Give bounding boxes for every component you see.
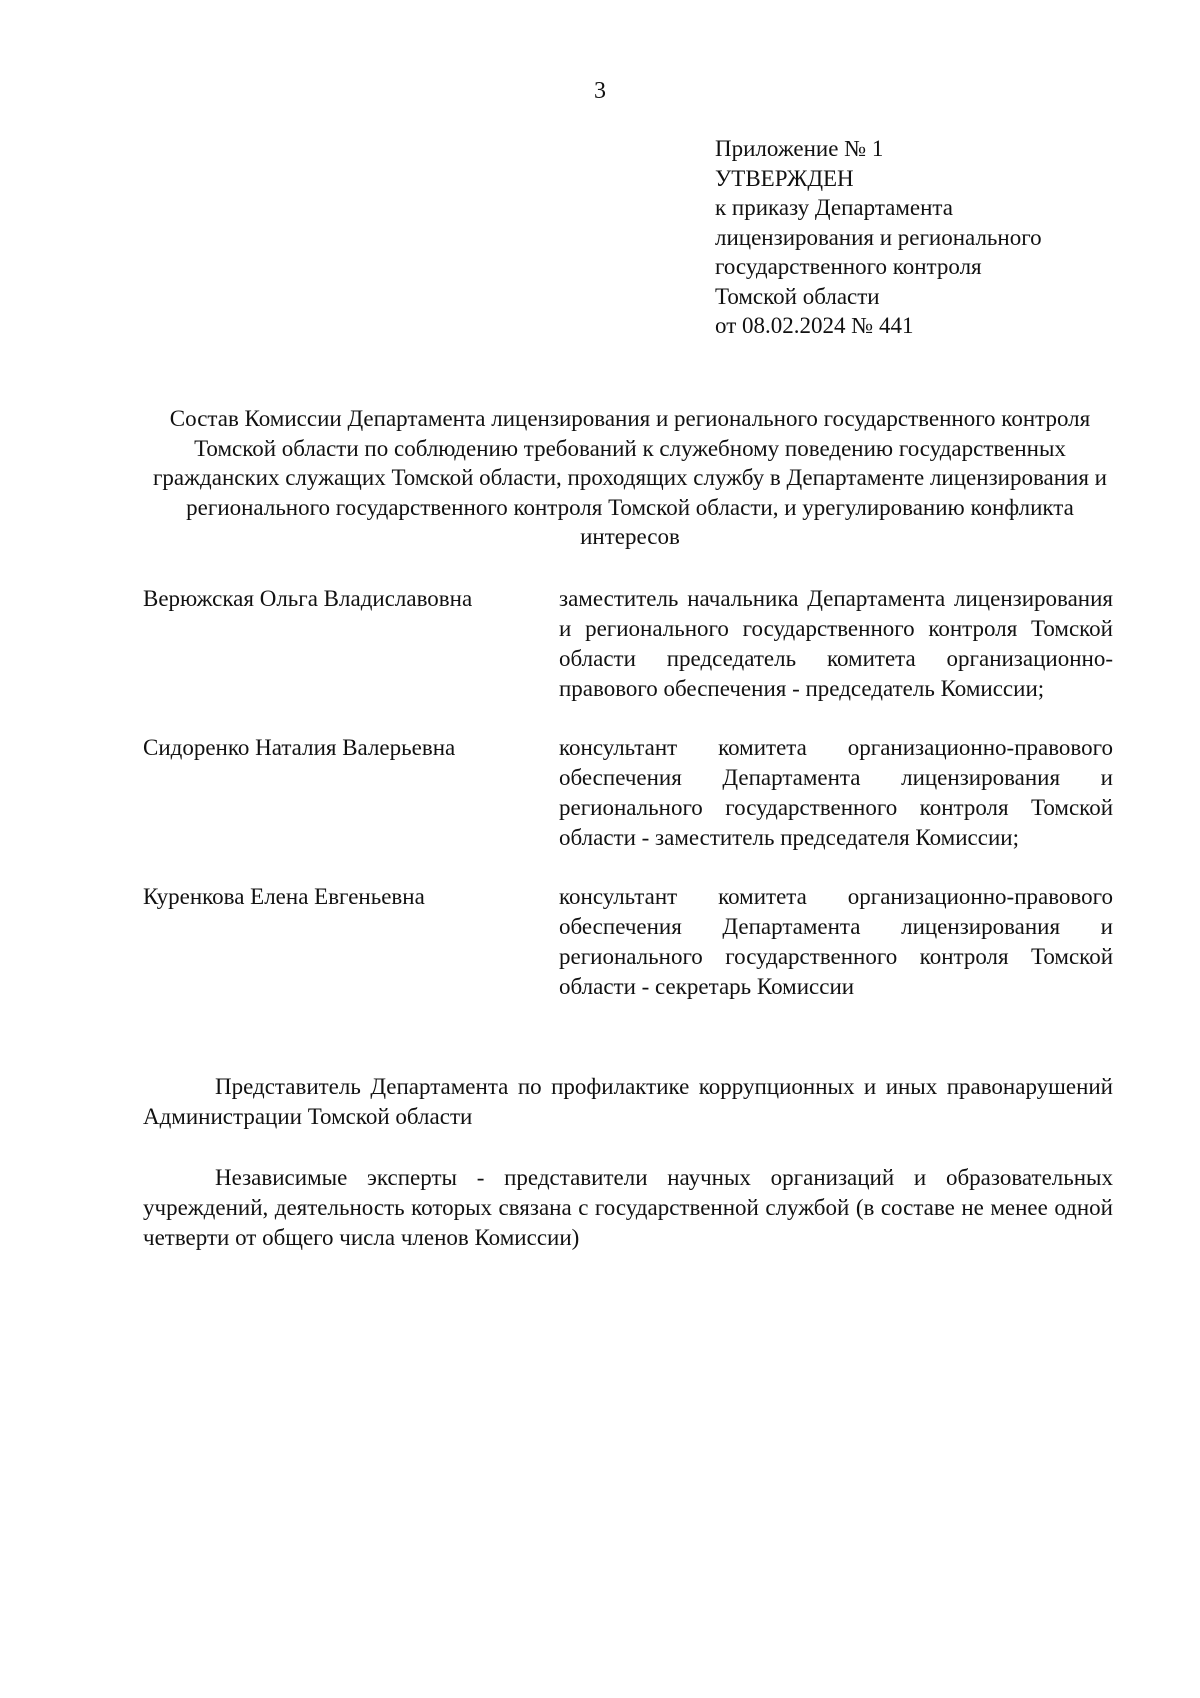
approval-block	[715, 134, 1175, 341]
member-row	[143, 882, 1113, 1002]
member-row	[143, 584, 1113, 704]
member-role: консультант комитета организационно-правового обеспечения Департамента лицензирования и регионального государственного контроля Томской области - секретарь Комиссии	[559, 884, 1113, 999]
representative-paragraph: Представитель Департамента по профилактике коррупционных и иных правонарушений Администрации Томской области	[143, 1074, 1113, 1129]
approval-line-appendix: Приложение № 1	[715, 136, 884, 161]
approval-line-order: к приказу Департамента	[715, 195, 953, 220]
member-name: Куренкова Елена Евгеньевна	[143, 884, 425, 909]
document-title: Состав Комиссии Департамента лицензирования и регионального государственного контроля Томской области по соблюдению требований к служебному поведению государственных гражданских служащих Томской области, проходящих службу в Департаменте лицензирования и регионального государственного контроля Томской области, и урегулированию конфликта интересов	[153, 406, 1107, 549]
member-name: Сидоренко Наталия Валерьевна	[143, 735, 456, 760]
member-role: заместитель начальника Департамента лицензирования и регионального государственного контроля Томской области председатель комитета организационно-правового обеспечения - председатель Комиссии;	[559, 586, 1113, 701]
experts-paragraph: Независимые эксперты - представители научных организаций и образовательных учреждений, деятельность которых связана с государственной службой (в составе не менее одной четверти от общего числа членов Комиссии)	[143, 1165, 1113, 1250]
approval-line-department-2: государственного контроля	[715, 254, 982, 279]
member-row	[143, 733, 1113, 853]
approval-line-date-number: от 08.02.2024 № 441	[715, 313, 914, 338]
page-number: 3	[594, 78, 606, 104]
approval-line-approved: УТВЕРЖДЕН	[715, 165, 854, 191]
member-role: консультант комитета организационно-правового обеспечения Департамента лицензирования и регионального государственного контроля Томской области - заместитель председателя Комиссии;	[559, 735, 1113, 850]
approval-line-department-1: лицензирования и регионального	[715, 224, 1042, 250]
approval-line-region: Томской области	[715, 283, 880, 309]
members-list	[143, 584, 1113, 1031]
member-name: Верюжская Ольга Владиславовна	[143, 586, 473, 611]
